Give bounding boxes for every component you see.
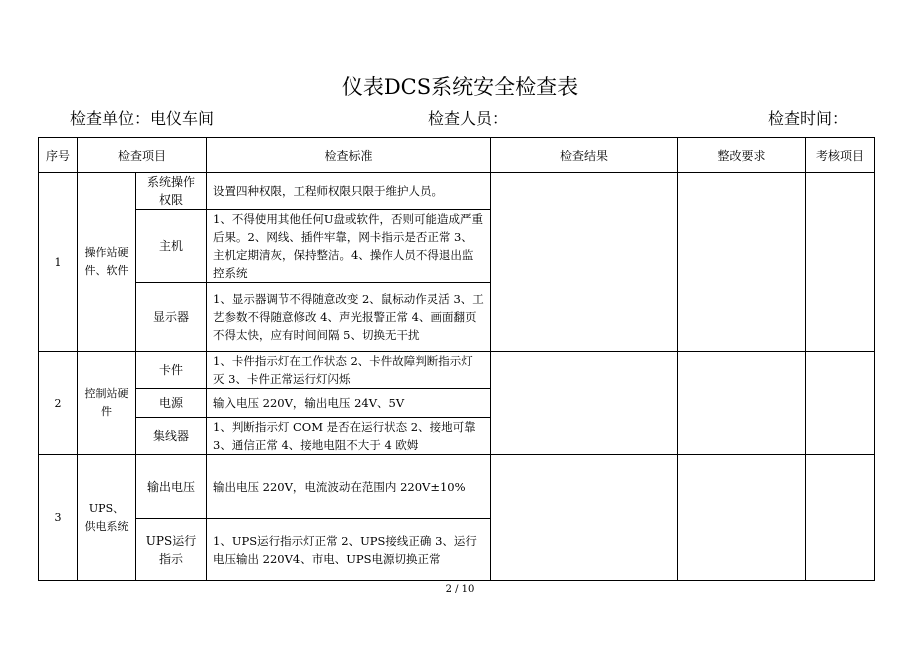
sub-item: 主机 <box>136 210 207 283</box>
header-item: 检查项目 <box>78 138 207 173</box>
sub-item: 卡件 <box>136 352 207 389</box>
sub-item: 电源 <box>136 389 207 418</box>
inspection-time: 检查时间： <box>768 109 849 128</box>
header-assessment: 考核项目 <box>806 138 875 173</box>
sub-item: 系统操作权限 <box>136 173 207 210</box>
sub-item: 显示器 <box>136 283 207 352</box>
inspection-table <box>38 137 875 581</box>
result-cell[interactable] <box>491 173 678 352</box>
standard-cell: 设置四种权限，工程师权限只限于维护人员。 <box>207 173 491 210</box>
standard-cell: 输入电压 220V，输出电压 24V、5V <box>207 389 491 418</box>
result-cell[interactable] <box>491 455 678 581</box>
sub-item: 集线器 <box>136 418 207 455</box>
sub-item: 输出电压 <box>136 455 207 519</box>
header-result: 检查结果 <box>491 138 678 173</box>
header-standard: 检查标准 <box>207 138 491 173</box>
group-item: 操作站硬件、软件 <box>78 173 136 352</box>
group-number: 2 <box>39 352 78 455</box>
table-row <box>39 455 875 519</box>
standard-cell: 1、判断指示灯 COM 是否在运行状态 2、接地可靠 3、通信正常 4、接地电阻不大于 4 欧姆 <box>207 418 491 455</box>
rectification-cell[interactable] <box>678 352 806 455</box>
standard-cell: 输出电压 220V，电流波动在范围内 220V±10% <box>207 455 491 519</box>
inspector: 检查人员： <box>428 109 509 128</box>
standard-cell: 1、显示器调节不得随意改变 2、鼠标动作灵活 3、工艺参数不得随意修改 4、声光报警正常 4、画面翻页不得太快，应有时间间隔 5、切换无干扰 <box>207 283 491 352</box>
rectification-cell[interactable] <box>678 173 806 352</box>
page-number: 2 / 10 <box>445 584 475 595</box>
result-cell[interactable] <box>491 352 678 455</box>
group-item: UPS、供电系统 <box>78 455 136 581</box>
page-title: 仪表DCS系统安全检查表 <box>341 75 579 99</box>
inspection-unit: 检查单位：电仪车间 <box>70 109 215 128</box>
table-row <box>39 352 875 389</box>
assessment-cell[interactable] <box>806 173 875 352</box>
header-rectification: 整改要求 <box>678 138 806 173</box>
header-row <box>39 138 875 173</box>
group-item: 控制站硬件 <box>78 352 136 455</box>
group-number: 3 <box>39 455 78 581</box>
rectification-cell[interactable] <box>678 455 806 581</box>
table-row <box>39 173 875 210</box>
assessment-cell[interactable] <box>806 455 875 581</box>
header-no: 序号 <box>39 138 78 173</box>
standard-cell: 1、UPS运行指示灯正常 2、UPS接线正确 3、运行电压输出 220V4、市电、UPS电源切换正常 <box>207 519 491 581</box>
standard-cell: 1、不得使用其他任何U盘或软件，否则可能造成严重后果。2、网线、插件牢靠，网卡指示是否正常 3、主机定期清灰，保持整洁。4、操作人员不得退出监控系统 <box>207 210 491 283</box>
group-number: 1 <box>39 173 78 352</box>
assessment-cell[interactable] <box>806 352 875 455</box>
sub-item: UPS运行指示 <box>136 519 207 581</box>
standard-cell: 1、卡件指示灯在工作状态 2、卡件故障判断指示灯灭 3、卡件正常运行灯闪烁 <box>207 352 491 389</box>
